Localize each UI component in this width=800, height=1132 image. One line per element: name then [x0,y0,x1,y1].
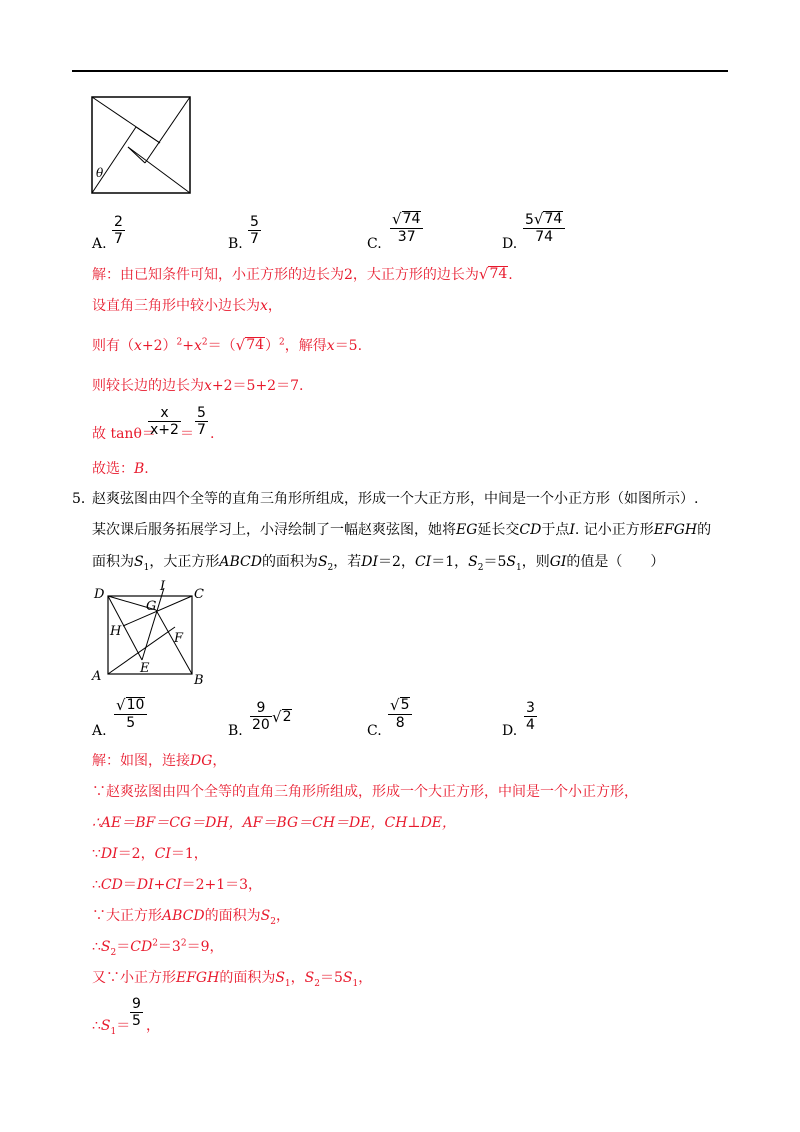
q5-option-d-fraction: 3 4 [526,700,535,733]
option-a-fraction [112,214,125,247]
q5-sol-8: 又∵小正方形EFGH的面积为$S_1$，$S_2=5S_1$， [92,970,373,989]
theta-label: θ [96,166,104,180]
option-c-den: 37 [397,229,416,245]
label-c: C [194,587,204,602]
q4-solution-line5-prefix: 故 tanθ＝ [92,426,156,442]
option-b-num: 5 [250,214,259,230]
q5-line2: 某次课后服务拓展学习上，小浔绘制了一幅赵爽弦图，她将EG延长交CD于点I. 记小正方形EFGH的 [92,522,712,538]
option-a-den: 7 [114,231,123,247]
q5-sol-3: ∴AE＝BF＝CG＝DH，AF＝BG＝CH＝DE，CH⊥DE， [92,815,457,831]
label-a: A [92,669,102,684]
option-b-fraction [248,214,261,247]
q5-option-b-fraction: 9 20 [252,700,270,733]
q4-solution-line2: 设直角三角形中较小边长为x， [92,298,282,314]
q5-sol-2: ∵赵爽弦图由四个全等的直角三角形所组成，形成一个大正方形，中间是一个小正方形， [92,784,638,800]
q5-sol-9-prefix: $\therefore S_1=$ [92,1018,131,1037]
option-c-letter: C. [367,236,382,252]
option-c-radicand: 74 [402,211,421,227]
label-e: E [140,661,150,676]
label-d: D [94,587,105,602]
pinwheel-figure [90,95,194,195]
tan-end: . [210,426,215,442]
q5-line1: 赵爽弦图由四个全等的直角三角形所组成，形成一个大正方形，中间是一个小正方形（如图所示）. [92,491,699,507]
option-a-letter: A. [92,236,107,252]
q4-solution-line3: 则有$(x+2)^2+x^2=$（ √ 74 ）$^2$，解得x＝5. [92,336,363,354]
q5-sol-5: ∴CD＝DI+CI＝2+1＝3， [92,877,263,893]
q5-option-a-fraction: √ 10 5 [114,697,147,731]
q5-sol-4: ∵DI＝2，CI＝1， [92,846,208,862]
option-b-den: 7 [250,231,259,247]
q5-line3: 面积为$S_1$，大正方形ABCD的面积为$S_2$，若DI＝2，CI＝1，$S_2=5S_1$，则GI的值是（ ） [92,554,665,573]
option-d-den: 74 [535,229,554,245]
option-b-letter: B. [228,236,243,252]
q4-solution-line4: 则较长边的边长为x+2＝5+2＝7. [92,378,304,394]
option-a-num: 2 [114,214,123,230]
s1-end: ， [146,1018,160,1034]
zhao-shuang-figure [88,578,208,690]
option-c-fraction: √ 74 37 [390,211,423,245]
q5-number: 5． [72,491,95,507]
q5-option-c-fraction: √ 5 8 [388,697,412,731]
q5-sol-7: $\therefore S_2=CD^2=3^2=9$， [92,938,224,958]
label-f: F [174,631,184,646]
option-d-fraction: 5 √ 74 74 [523,211,565,245]
q4-solution-line1: 解：由已知条件可知，小正方形的边长为2，大正方形的边长为 √ 74 . [92,265,513,283]
header-rule [72,70,728,72]
q5-sol-1: 解：如图，连接DG， [92,753,227,769]
label-g: G [146,599,157,614]
q5-option-d-letter: D. [502,723,518,739]
label-i: I [160,579,166,594]
option-d-radicand: 74 [544,211,563,227]
option-d-letter: D. [502,236,518,252]
tan-equals: ＝ [180,426,194,442]
label-b: B [194,673,204,688]
label-h: H [110,624,122,639]
q5-option-a-letter: A. [92,723,107,739]
q5-option-b-sqrt: √ 2 [272,708,292,726]
q5-option-b-letter: B. [228,723,243,739]
tan-fraction-x: x x+2 [150,405,179,438]
q4-answer: 故选：B. [92,461,149,477]
option-d-coef: 5 [525,212,534,228]
tan-fraction-value: 5 7 [197,405,206,438]
q5-sol-6: ∵大正方形ABCD的面积为$S_2$， [92,908,290,927]
q5-option-c-letter: C. [367,723,382,739]
s1-fraction: 9 5 [132,996,141,1029]
